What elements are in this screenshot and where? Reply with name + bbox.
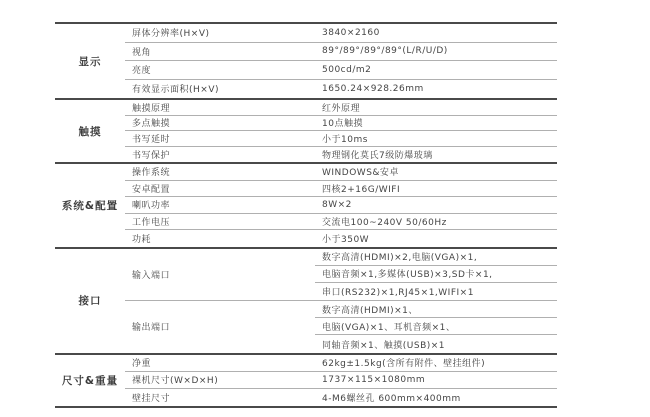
- section-4: [55, 353, 557, 408]
- spec-value-line: 同轴音频×1、触摸(USB)×1: [322, 340, 446, 351]
- table-row: [125, 249, 557, 302]
- spec-name: 裸机尺寸(W×D×H): [132, 376, 219, 387]
- table-row: [125, 100, 557, 116]
- section-rows: [125, 164, 557, 247]
- spec-name: 触摸原理: [132, 103, 171, 114]
- spec-value: WINDOWS&安卓: [322, 168, 399, 179]
- spec-value: 四核2+16G/WIFI: [322, 184, 401, 195]
- spec-value-line: 电脑(VGA)×1、耳机音频×1、: [315, 318, 557, 335]
- spec-name: 操作系统: [132, 168, 171, 179]
- spec-table: [55, 22, 557, 408]
- spec-name: 输入端口: [132, 270, 171, 281]
- spec-value: 交流电100~240V 50/60Hz: [322, 217, 447, 228]
- category-label: 系统&配置: [61, 199, 119, 212]
- spec-value: 小于10ms: [322, 134, 368, 145]
- spec-value: 10点触摸: [322, 119, 363, 130]
- spec-value: 小于350W: [322, 234, 370, 245]
- table-row: [125, 355, 557, 372]
- spec-name: 安卓配置: [132, 184, 171, 195]
- table-row: [125, 372, 557, 389]
- spec-name: 多点触摸: [132, 119, 171, 130]
- spec-value: 1737×115×1080mm: [322, 374, 426, 385]
- spec-name: 功耗: [132, 234, 152, 245]
- category-label: 触摸: [78, 125, 102, 138]
- spec-value-multiline: [315, 301, 557, 353]
- spec-value: 4-M6螺丝孔 600mm×400mm: [322, 393, 461, 404]
- spec-value: 500cd/m2: [322, 64, 372, 75]
- spec-value: 62kg±1.5kg(含所有附件、壁挂组件): [322, 359, 486, 370]
- table-row: [125, 197, 557, 214]
- table-row: [125, 389, 557, 406]
- table-row: [125, 214, 557, 231]
- spec-value-line: 数字高清(HDMI)×2,电脑(VGA)×1,: [315, 249, 557, 266]
- section-rows: [125, 100, 557, 162]
- spec-value-line: 电脑音频×1,多媒体(USB)×3,SD卡×1,: [315, 266, 557, 283]
- table-row: [125, 131, 557, 147]
- spec-name: 有效显示面积(H×V): [132, 85, 219, 96]
- spec-name: 输出端口: [132, 323, 171, 334]
- section-rows: [125, 249, 557, 353]
- spec-name: 亮度: [132, 66, 152, 77]
- spec-name: 工作电压: [132, 217, 171, 228]
- spec-value-line: 数字高清(HDMI)×1、: [315, 301, 557, 318]
- spec-value: 1650.24×928.26mm: [322, 83, 424, 94]
- table-row: [125, 301, 557, 353]
- table-row: [125, 116, 557, 132]
- section-rows: [125, 355, 557, 406]
- spec-name: 屏体分辨率(H×V): [132, 29, 210, 40]
- spec-value: 89°/89°/89°/89°(L/R/U/D): [322, 46, 448, 57]
- spec-name: 书写延时: [132, 134, 171, 145]
- spec-value: 3840×2160: [322, 27, 380, 38]
- spec-value: 物理钢化莫氏7级防爆玻璃: [322, 150, 433, 161]
- table-row: [125, 147, 557, 163]
- spec-value: 红外原理: [322, 103, 361, 114]
- spec-name: 喇叭功率: [132, 201, 171, 212]
- table-row: [125, 24, 557, 43]
- table-row: [125, 230, 557, 247]
- category-label: 显示: [78, 55, 102, 68]
- section-1: [55, 98, 557, 162]
- section-rows: [125, 24, 557, 98]
- section-0: [55, 22, 557, 98]
- spec-value-line: 串口(RS232)×1,RJ45×1,WIFI×1: [322, 287, 474, 298]
- category-label: 接口: [78, 295, 102, 308]
- table-row: [125, 61, 557, 80]
- spec-name: 壁挂尺寸: [132, 393, 171, 404]
- spec-value: 8W×2: [322, 199, 352, 210]
- spec-name: 视角: [132, 47, 152, 58]
- spec-value-multiline: [315, 249, 557, 301]
- section-2: [55, 162, 557, 247]
- category-label: 尺寸&重量: [61, 374, 119, 387]
- table-row: [125, 164, 557, 181]
- spec-name: 净重: [132, 359, 152, 370]
- spec-name: 书写保护: [132, 150, 171, 161]
- table-row: [125, 80, 557, 99]
- table-row: [125, 43, 557, 62]
- section-3: [55, 247, 557, 353]
- table-row: [125, 181, 557, 198]
